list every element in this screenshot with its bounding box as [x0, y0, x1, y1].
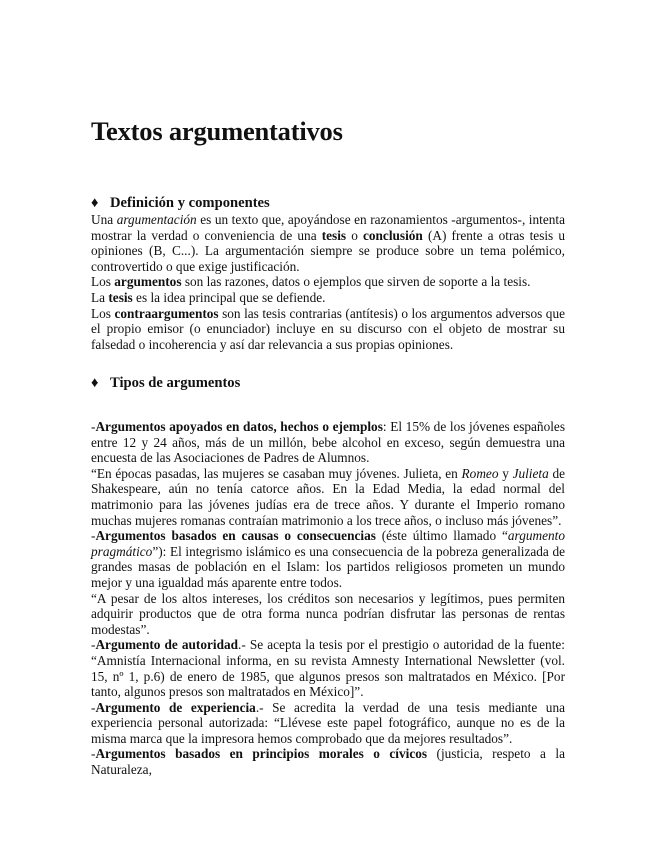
text-run: ”): El integrismo islámico es una consecuencia de la pobreza generalizada de grandes masas de población en el Islam: los partidos religiosos prometen un mundo mejor y una igualdad más aparente entre todos.: [91, 543, 565, 590]
text-run: : El 15% de los jóvenes españoles entre 12 y 24 años, más de un millón, bebe alcohol en exceso, según demuestra una encuesta de las Asociaciones de Padres de Alumnos.: [91, 419, 565, 466]
section-heading-text: Tipos de argumentos: [110, 375, 241, 391]
italic-term: Julieta: [512, 465, 549, 481]
text-run: y: [498, 465, 513, 481]
italic-term: Romeo: [461, 465, 499, 481]
paragraph: [91, 746, 565, 777]
bold-term: Argumentos apoyados en datos, hechos o ejemplos: [95, 419, 383, 434]
paragraph: [91, 528, 565, 590]
paragraph: [91, 591, 565, 638]
section-heading-definicion: [91, 194, 270, 212]
text-run: (A) frente a otras tesis u opiniones (B, C...). La argumentación siempre se produce sobre un tema polémico, controvertido o que exige justificación.: [91, 227, 565, 274]
paragraph: [91, 700, 565, 747]
paragraph: [91, 212, 565, 274]
text-run: -: [91, 746, 96, 762]
text-run: son las razones, datos o ejemplos que sirven de soporte a la tesis.: [181, 274, 531, 290]
text-run: -: [91, 637, 96, 653]
section-heading-tipos: [91, 374, 240, 392]
text-run: La: [91, 289, 109, 305]
bold-term: tesis: [321, 227, 347, 243]
bold-term: Argumentos basados en principios morales o cívicos: [95, 746, 428, 762]
bold-term: conclusión: [362, 227, 423, 243]
diamond-bullet-icon: ♦: [91, 195, 99, 211]
paragraph: [91, 466, 565, 528]
text-run: “En épocas pasadas, las mujeres se casaban muy jóvenes. Julieta, en: [91, 465, 462, 481]
text-run: -: [91, 528, 96, 544]
text-run: .- Se acepta la tesis por el prestigio o autoridad de la fuente: “Amnistía Internacional informa, en su revista Amnesty International Newsletter (vol. 15, nº 1, p.6) de enero de 1985, que algunos presos son maltratados en México. [Por tanto, algunos presos son maltratados en México]”.: [91, 637, 565, 700]
section-heading-text: Definición y componentes: [110, 195, 270, 211]
text-run: -: [91, 699, 96, 715]
bold-term: contraargumentos: [114, 305, 219, 321]
section-body-definicion: [91, 212, 565, 352]
paragraph: [91, 290, 565, 306]
text-run: (éste último llamado “: [375, 528, 508, 544]
text-run: .- Se acredita la verdad de una tesis mediante una experiencia personal autorizada: “Llévese este papel fotográfico, aunque no es de la misma marca que la impresora hemos comprobado que da mejores resultados”.: [91, 699, 565, 746]
bold-term: Argumento de autoridad: [95, 637, 239, 653]
text-run: son las tesis contrarias (antítesis) o los argumentos adversos que el propio emisor (o enunciador) incluye en su discurso con el objeto de mostrar su falsedad o incoherencia y así dar relevancia a sus propias opiniones.: [91, 305, 565, 352]
text-run: es un texto que, apoyándose en razonamientos -argumentos-, intenta mostrar la verdad o conveniencia de una: [91, 212, 565, 243]
text-run: de Shakespeare, aún no tenía catorce años. En la Edad Media, la edad normal del matrimonio para las jóvenes judías era de trece años. Y durante el Imperio romano muchas mujeres romanas contraían matrimonio a los trece años, o incluso más jóvenes”.: [91, 465, 566, 528]
bold-term: argumentos: [114, 274, 182, 290]
paragraph: [91, 306, 565, 353]
paragraph: [91, 637, 565, 699]
text-run: Una: [91, 212, 117, 227]
bold-term: Argumentos basados en causas o consecuencias: [95, 528, 376, 544]
paragraph: [91, 419, 565, 466]
text-run: “A pesar de los altos intereses, los créditos son necesarios y legítimos, pues permiten adquirir productos que de otra forma nunca podrían disfrutar las personas de rentas modestas”.: [91, 590, 565, 637]
italic-term: argumentación: [116, 212, 197, 227]
text-run: Los: [91, 274, 115, 290]
diamond-bullet-icon: ♦: [91, 375, 99, 391]
text-run: es la idea principal que se defiende.: [132, 289, 326, 305]
page-title: Textos argumentativos: [91, 116, 343, 146]
text-run: Los: [91, 305, 115, 321]
section-body-tipos: [91, 419, 565, 778]
text-run: -: [91, 419, 96, 434]
text-run: o: [346, 227, 363, 243]
bold-term: Argumento de experiencia: [95, 699, 256, 715]
bold-term: tesis: [108, 289, 133, 305]
italic-term: argumento pragmático: [91, 528, 565, 559]
text-run: (justicia, respeto a la Naturaleza,: [91, 746, 565, 778]
paragraph: [91, 274, 565, 290]
